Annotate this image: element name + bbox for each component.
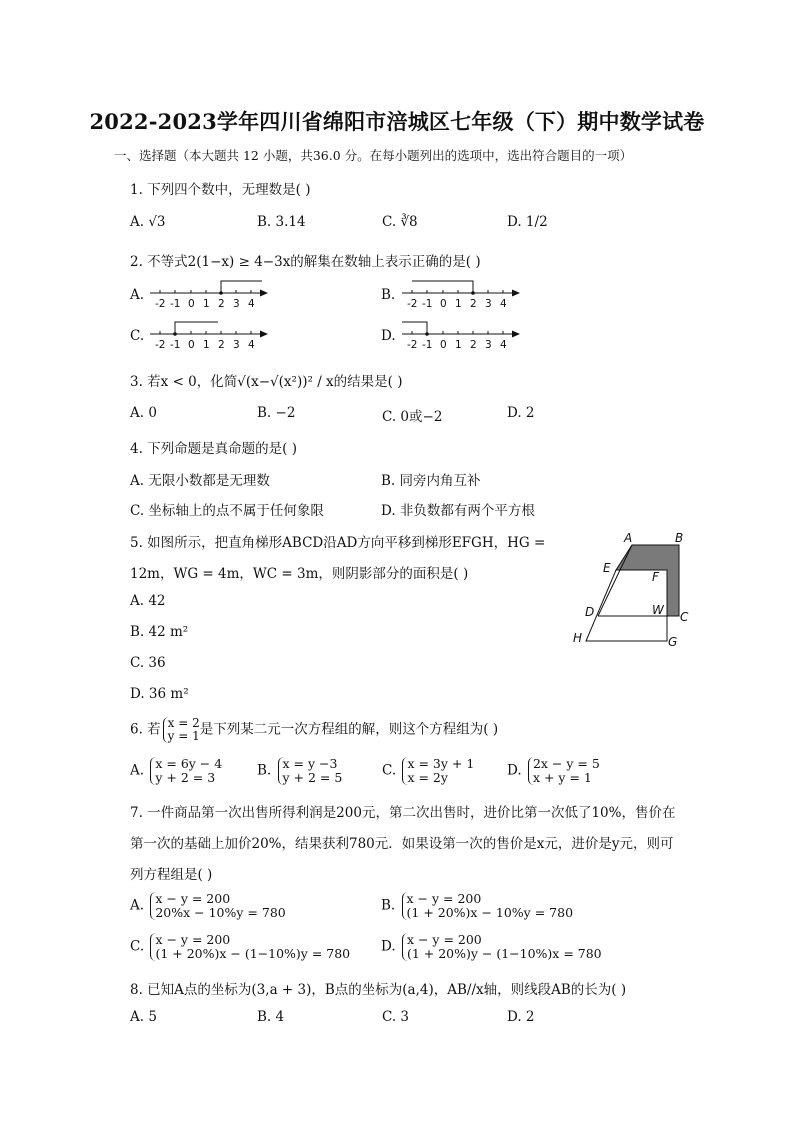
tick-label: 1: [203, 298, 210, 310]
tick-label: 0: [188, 298, 195, 310]
question-8-stem: 8. 已知A点的坐标为(3,a + 3)，B点的坐标为(a,4)，AB//x轴，则线段AB的长为( ): [130, 982, 627, 998]
q4-option-c[interactable]: C. 坐标轴上的点不属于任何象限: [130, 503, 324, 519]
question-7-line-3: 列方程组是( ): [130, 867, 213, 883]
q1-option-b[interactable]: B. 3.14: [257, 214, 306, 230]
q6-stem-suffix: 是下列某二元一次方程组的解，则这个方程组为( ): [199, 721, 499, 738]
vertex-label: D: [585, 605, 595, 619]
tick-label: 2: [470, 339, 477, 351]
q6-stem-prefix: 6. 若: [130, 721, 161, 738]
q3-option-a[interactable]: A. 0: [130, 405, 157, 421]
vertex-label: H: [573, 631, 583, 645]
vertex-label: W: [652, 603, 664, 617]
vertex-label: E: [603, 561, 611, 575]
trapezoid-translation-figure: [570, 528, 700, 650]
q2-option-a-label[interactable]: A.: [130, 287, 145, 303]
q6-c-eq2: x = 2y: [407, 770, 448, 785]
q6-solution-x: x = 2: [167, 716, 200, 730]
number-line-b: [400, 276, 522, 312]
q7-a-eq2: 20%x − 10%y = 780: [155, 905, 286, 920]
tick-label: 3: [233, 339, 240, 351]
question-5-line-2: 12m，WG = 4m，WC = 3m，则阴影部分的面积是( ): [130, 566, 469, 582]
q2-option-b-label[interactable]: B.: [381, 287, 396, 303]
tick-label: 1: [455, 339, 462, 351]
q7-a-eq1: x − y = 200: [155, 891, 231, 906]
q6-b-eq1: x = y −3: [282, 756, 338, 771]
tick-label: -1: [422, 339, 433, 351]
tick-label: 2: [218, 339, 225, 351]
q7-b-eq2: (1 + 20%)x − 10%y = 780: [406, 905, 574, 920]
tick-label: 3: [233, 298, 240, 310]
q7-c-eq1: x − y = 200: [155, 932, 231, 947]
tick-label: -2: [407, 298, 418, 310]
q3-option-b[interactable]: B. −2: [257, 405, 296, 421]
tick-label: 0: [440, 339, 447, 351]
section-heading: 一、选择题（本大题共 12 小题，共36.0 分。在每小题列出的选项中，选出符合题目的一项）: [114, 148, 633, 163]
tick-label: -1: [422, 298, 433, 310]
q2-option-c-label[interactable]: C.: [130, 328, 145, 344]
q6-option-b[interactable]: B. x = y −3 y + 2 = 5: [257, 756, 343, 785]
tick-label: 2: [470, 298, 477, 310]
q1-option-c[interactable]: C. ∛8: [382, 214, 418, 230]
tick-label: 4: [500, 339, 507, 351]
q6-a-eq2: y + 2 = 3: [155, 770, 216, 785]
q1-option-a[interactable]: A. √3: [130, 214, 166, 230]
tick-label: 1: [455, 298, 462, 310]
tick-label: 4: [500, 298, 507, 310]
q6-option-a[interactable]: A. x = 6y − 4 y + 2 = 3: [130, 756, 223, 785]
q4-option-d[interactable]: D. 非负数都有两个平方根: [381, 503, 535, 519]
q6-option-d[interactable]: D. 2x − y = 5 x + y = 1: [507, 756, 600, 785]
vertex-label: G: [668, 635, 678, 649]
q6-d-eq2: x + y = 1: [532, 770, 592, 785]
q8-option-a[interactable]: A. 5: [130, 1009, 157, 1025]
q5-option-c[interactable]: C. 36: [130, 655, 166, 671]
q5-option-a[interactable]: A. 42: [130, 593, 166, 609]
tick-label: -2: [155, 298, 166, 310]
question-5-line-1: 5. 如图所示，把直角梯形ABCD沿AD方向平移到梯形EFGH，HG =: [130, 535, 546, 551]
q5-option-b[interactable]: B. 42 m²: [130, 624, 189, 640]
number-line-d: [400, 317, 522, 353]
tick-label: -1: [170, 298, 181, 310]
q6-b-eq2: y + 2 = 5: [282, 770, 343, 785]
vertex-label: C: [680, 610, 689, 624]
q7-d-eq1: x − y = 200: [406, 932, 482, 947]
vertex-label: F: [652, 570, 659, 584]
q3-option-d[interactable]: D. 2: [507, 405, 535, 421]
q4-option-b[interactable]: B. 同旁内角互补: [381, 473, 481, 489]
q6-d-eq1: 2x − y = 5: [532, 756, 600, 771]
page-title: 2022-2023学年四川省绵阳市涪城区七年级（下）期中数学试卷: [89, 109, 705, 134]
q1-option-d[interactable]: D. 1/2: [507, 214, 548, 230]
q5-option-d[interactable]: D. 36 m²: [130, 686, 189, 702]
tick-label: 4: [248, 339, 255, 351]
question-3-stem: 3. 若x < 0，化简√(x−√(x²))² / x的结果是( ): [130, 374, 403, 390]
q8-option-b[interactable]: B. 4: [257, 1009, 285, 1025]
q2-option-d-label[interactable]: D.: [381, 328, 396, 344]
tick-label: 4: [248, 298, 255, 310]
q7-option-c[interactable]: C. x − y = 200 (1 + 20%)x − (1−10%)y = 780: [130, 932, 351, 961]
q7-option-b[interactable]: B. x − y = 200 (1 + 20%)x − 10%y = 780: [381, 891, 574, 920]
question-1-stem: 1. 下列四个数中，无理数是( ): [130, 182, 311, 198]
question-2-stem: 2. 不等式2(1−x) ≥ 4−3x的解集在数轴上表示正确的是( ): [130, 254, 481, 270]
q7-d-eq2: (1 + 20%)y − (1−10%)x = 780: [406, 946, 602, 961]
vertex-label: B: [675, 531, 684, 545]
q6-solution-y: y = 1: [167, 729, 200, 743]
q6-c-eq1: x = 3y + 1: [407, 756, 475, 771]
tick-label: -2: [155, 339, 166, 351]
vertex-label: A: [624, 531, 633, 545]
question-7-line-1: 7. 一件商品第一次出售所得利润是200元，第二次出售时，进价比第一次低了10%，售价在: [130, 805, 676, 821]
q8-option-d[interactable]: D. 2: [507, 1009, 535, 1025]
tick-label: 0: [188, 339, 195, 351]
q7-b-eq1: x − y = 200: [406, 891, 482, 906]
tick-label: 0: [440, 298, 447, 310]
tick-label: -1: [170, 339, 181, 351]
q6-option-c[interactable]: C. x = 3y + 1 x = 2y: [382, 756, 475, 785]
q3-option-c[interactable]: C. 0或−2: [382, 409, 443, 425]
tick-label: 2: [218, 298, 225, 310]
tick-label: 1: [203, 339, 210, 351]
q8-option-c[interactable]: C. 3: [382, 1009, 410, 1025]
number-line-c: [148, 317, 270, 353]
tick-label: 3: [485, 298, 492, 310]
q6-a-eq1: x = 6y − 4: [155, 756, 223, 771]
tick-label: -2: [407, 339, 418, 351]
q7-c-eq2: (1 + 20%)x − (1−10%)y = 780: [155, 946, 351, 961]
question-4-stem: 4. 下列命题是真命题的是( ): [130, 441, 297, 457]
question-6-stem: [130, 717, 498, 743]
q7-option-d[interactable]: D. x − y = 200 (1 + 20%)y − (1−10%)x = 780: [381, 932, 602, 961]
tick-label: 3: [485, 339, 492, 351]
q7-option-a[interactable]: A. x − y = 200 20%x − 10%y = 780: [130, 891, 286, 920]
number-line-a: [148, 276, 270, 312]
question-7-line-2: 第一次的基础上加价20%，结果获利780元．如果设第一次的售价是x元，进价是y元，则可: [130, 836, 674, 852]
q4-option-a[interactable]: A. 无限小数都是无理数: [130, 473, 270, 489]
